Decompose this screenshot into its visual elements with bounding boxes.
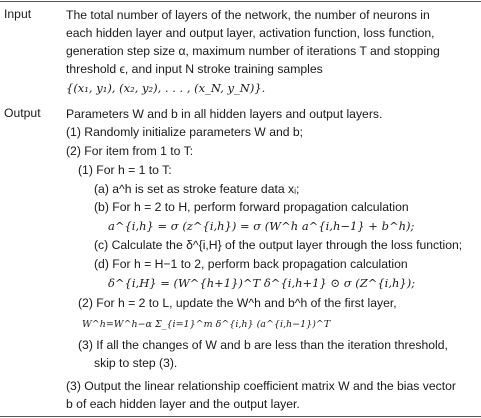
input-line-1: The total number of layers of the network, the number of neurons in — [66, 8, 430, 22]
input-samples-set: {(x₁, y₁), (x₂, y₂), . . . , (x_N, y_N)}. — [66, 81, 266, 95]
substep-2-update: (2) For h = 2 to L, update the W^h and b^h of the first layer, — [78, 296, 397, 310]
forward-equation: a^{i,h} = σ (z^{i,h}) = σ (W^h a^{i,h−1} + b^h); — [108, 219, 415, 233]
output-line-params: Parameters W and b in all hidden layers and output layers. — [66, 107, 383, 121]
substep-3-skip: skip to step (3). — [94, 356, 178, 370]
input-line-2: each hidden layer and output layer, activation function, loss function, — [66, 26, 435, 40]
output-step-2: (2) For item from 1 to T: — [66, 144, 194, 158]
top-rule — [0, 1, 481, 2]
substep-1-loop: (1) For h = 1 to T: — [78, 163, 172, 177]
input-label: Input — [4, 7, 32, 21]
output-step-3-cont: b of each hidden layer and the output layer. — [66, 397, 300, 411]
bottom-rule — [0, 416, 481, 417]
backprop-equation: δ^{i,H} = (W^{h+1})^T δ^{i,h+1} ⊙ σ (Z^{i,h}); — [108, 276, 416, 290]
output-step-3: (3) Output the linear relationship coefficient matrix W and the bias vector — [66, 379, 456, 393]
substep-c: (c) Calculate the δ^{i,H} of the output layer through the loss function; — [94, 238, 463, 252]
output-label: Output — [4, 106, 41, 120]
output-step-1: (1) Randomly initialize parameters W and b; — [66, 125, 304, 139]
update-equation: W^h=W^h−α Σ_{i=1}^m δ^{i,h} (a^{i,h−1})^T — [82, 319, 331, 330]
substep-a: (a) a^h is set as stroke feature data xᵢ; — [94, 182, 300, 196]
substep-d: (d) For h = H−1 to 2, perform back propagation calculation — [94, 257, 408, 271]
input-line-4: threshold ϵ, and input N stroke training samples — [66, 62, 323, 76]
substep-3-check: (3) If all the changes of W and b are less than the iteration threshold, — [78, 338, 448, 352]
input-line-3: generation step size α, maximum number of iterations T and stopping — [66, 44, 440, 58]
substep-b: (b) For h = 2 to H, perform forward propagation calculation — [94, 200, 409, 214]
